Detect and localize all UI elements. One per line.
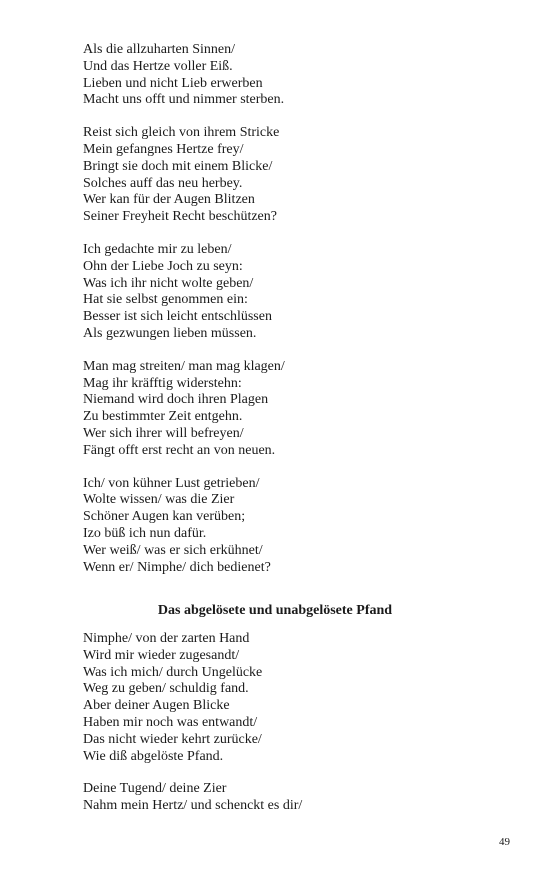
verse-line: Und das Hertze voller Eiß. [83, 58, 233, 74]
poem-title: Das abgelösete und unabgelösete Pfand [157, 603, 393, 618]
verse-line: Bringt sie doch mit einem Blicke/ [83, 158, 273, 174]
stanza [83, 42, 503, 109]
verse-line: Man mag streiten/ man mag klagen/ [83, 358, 285, 374]
verse-line: Fängt offt erst recht an von neuen. [83, 442, 276, 458]
verse-line: Deine Tugend/ deine Zier [83, 781, 227, 797]
verse-line: Niemand wird doch ihren Plagen [83, 392, 269, 408]
verse-line: Nimphe/ von der zarten Hand [83, 631, 250, 646]
verse-line: Ich/ von kühner Lust getrieben/ [83, 475, 260, 491]
stanza [83, 476, 503, 577]
verse-line: Wenn er/ Nimphe/ dich bedienet? [83, 559, 271, 575]
verse-line: Ohn der Liebe Joch zu seyn: [83, 258, 243, 274]
verse-line: Wie diß abgelöste Pfand. [83, 748, 224, 764]
verse-line: Mein gefangnes Hertze frey/ [83, 141, 244, 157]
verse-line: Was ich ihr nicht wolte geben/ [83, 275, 254, 291]
verse-line: Weg zu geben/ schuldig fand. [83, 681, 249, 697]
verse-line: Was ich mich/ durch Ungelücke [83, 664, 263, 680]
verse-line: Nahm mein Hertz/ und schenckt es dir/ [83, 798, 303, 814]
stanza [83, 631, 503, 765]
verse-line: Wer weiß/ was er sich erkühnet/ [83, 542, 263, 558]
verse-line: Seiner Freyheit Recht beschützen? [83, 209, 277, 225]
verse-line: Ich gedachte mir zu leben/ [83, 241, 232, 257]
verse-line: Das nicht wieder kehrt zurücke/ [83, 731, 262, 747]
stanza [83, 359, 503, 460]
verse-line: Zu bestimmter Zeit entgehn. [83, 409, 243, 425]
verse-line: Izo büß ich nun dafür. [83, 525, 207, 541]
verse-line: Macht uns offt und nimmer sterben. [83, 92, 285, 108]
poem-continued [83, 42, 503, 592]
page-number: 49 [499, 836, 510, 848]
verse-line: Reist sich gleich von ihrem Stricke [83, 125, 280, 141]
verse-line: Mag ihr kräfftig widerstehn: [83, 375, 242, 391]
verse-line: Wird mir wieder zugesandt/ [83, 647, 240, 663]
verse-line: Als gezwungen lieben müssen. [83, 325, 257, 341]
verse-line: Besser ist sich leicht entschlüssen [83, 309, 272, 325]
verse-line: Wer sich ihrer will befreyen/ [83, 425, 244, 441]
verse-line: Hat sie selbst genommen ein: [83, 292, 248, 308]
stanza [83, 125, 503, 226]
verse-line: Wolte wissen/ was die Zier [83, 492, 235, 508]
verse-line: Lieben und nicht Lieb erwerben [83, 75, 263, 91]
stanza [83, 781, 503, 815]
verse-line: Wer kan für der Augen Blitzen [83, 192, 255, 208]
verse-line: Solches auff das neu herbey. [83, 175, 243, 191]
verse-line: Aber deiner Augen Blicke [83, 698, 230, 714]
verse-line: Haben mir noch was entwandt/ [83, 714, 258, 730]
stanza [83, 242, 503, 343]
verse-line: Schöner Augen kan verüben; [83, 509, 246, 525]
poem [83, 631, 503, 831]
verse-line: Als die allzuharten Sinnen/ [83, 42, 236, 57]
